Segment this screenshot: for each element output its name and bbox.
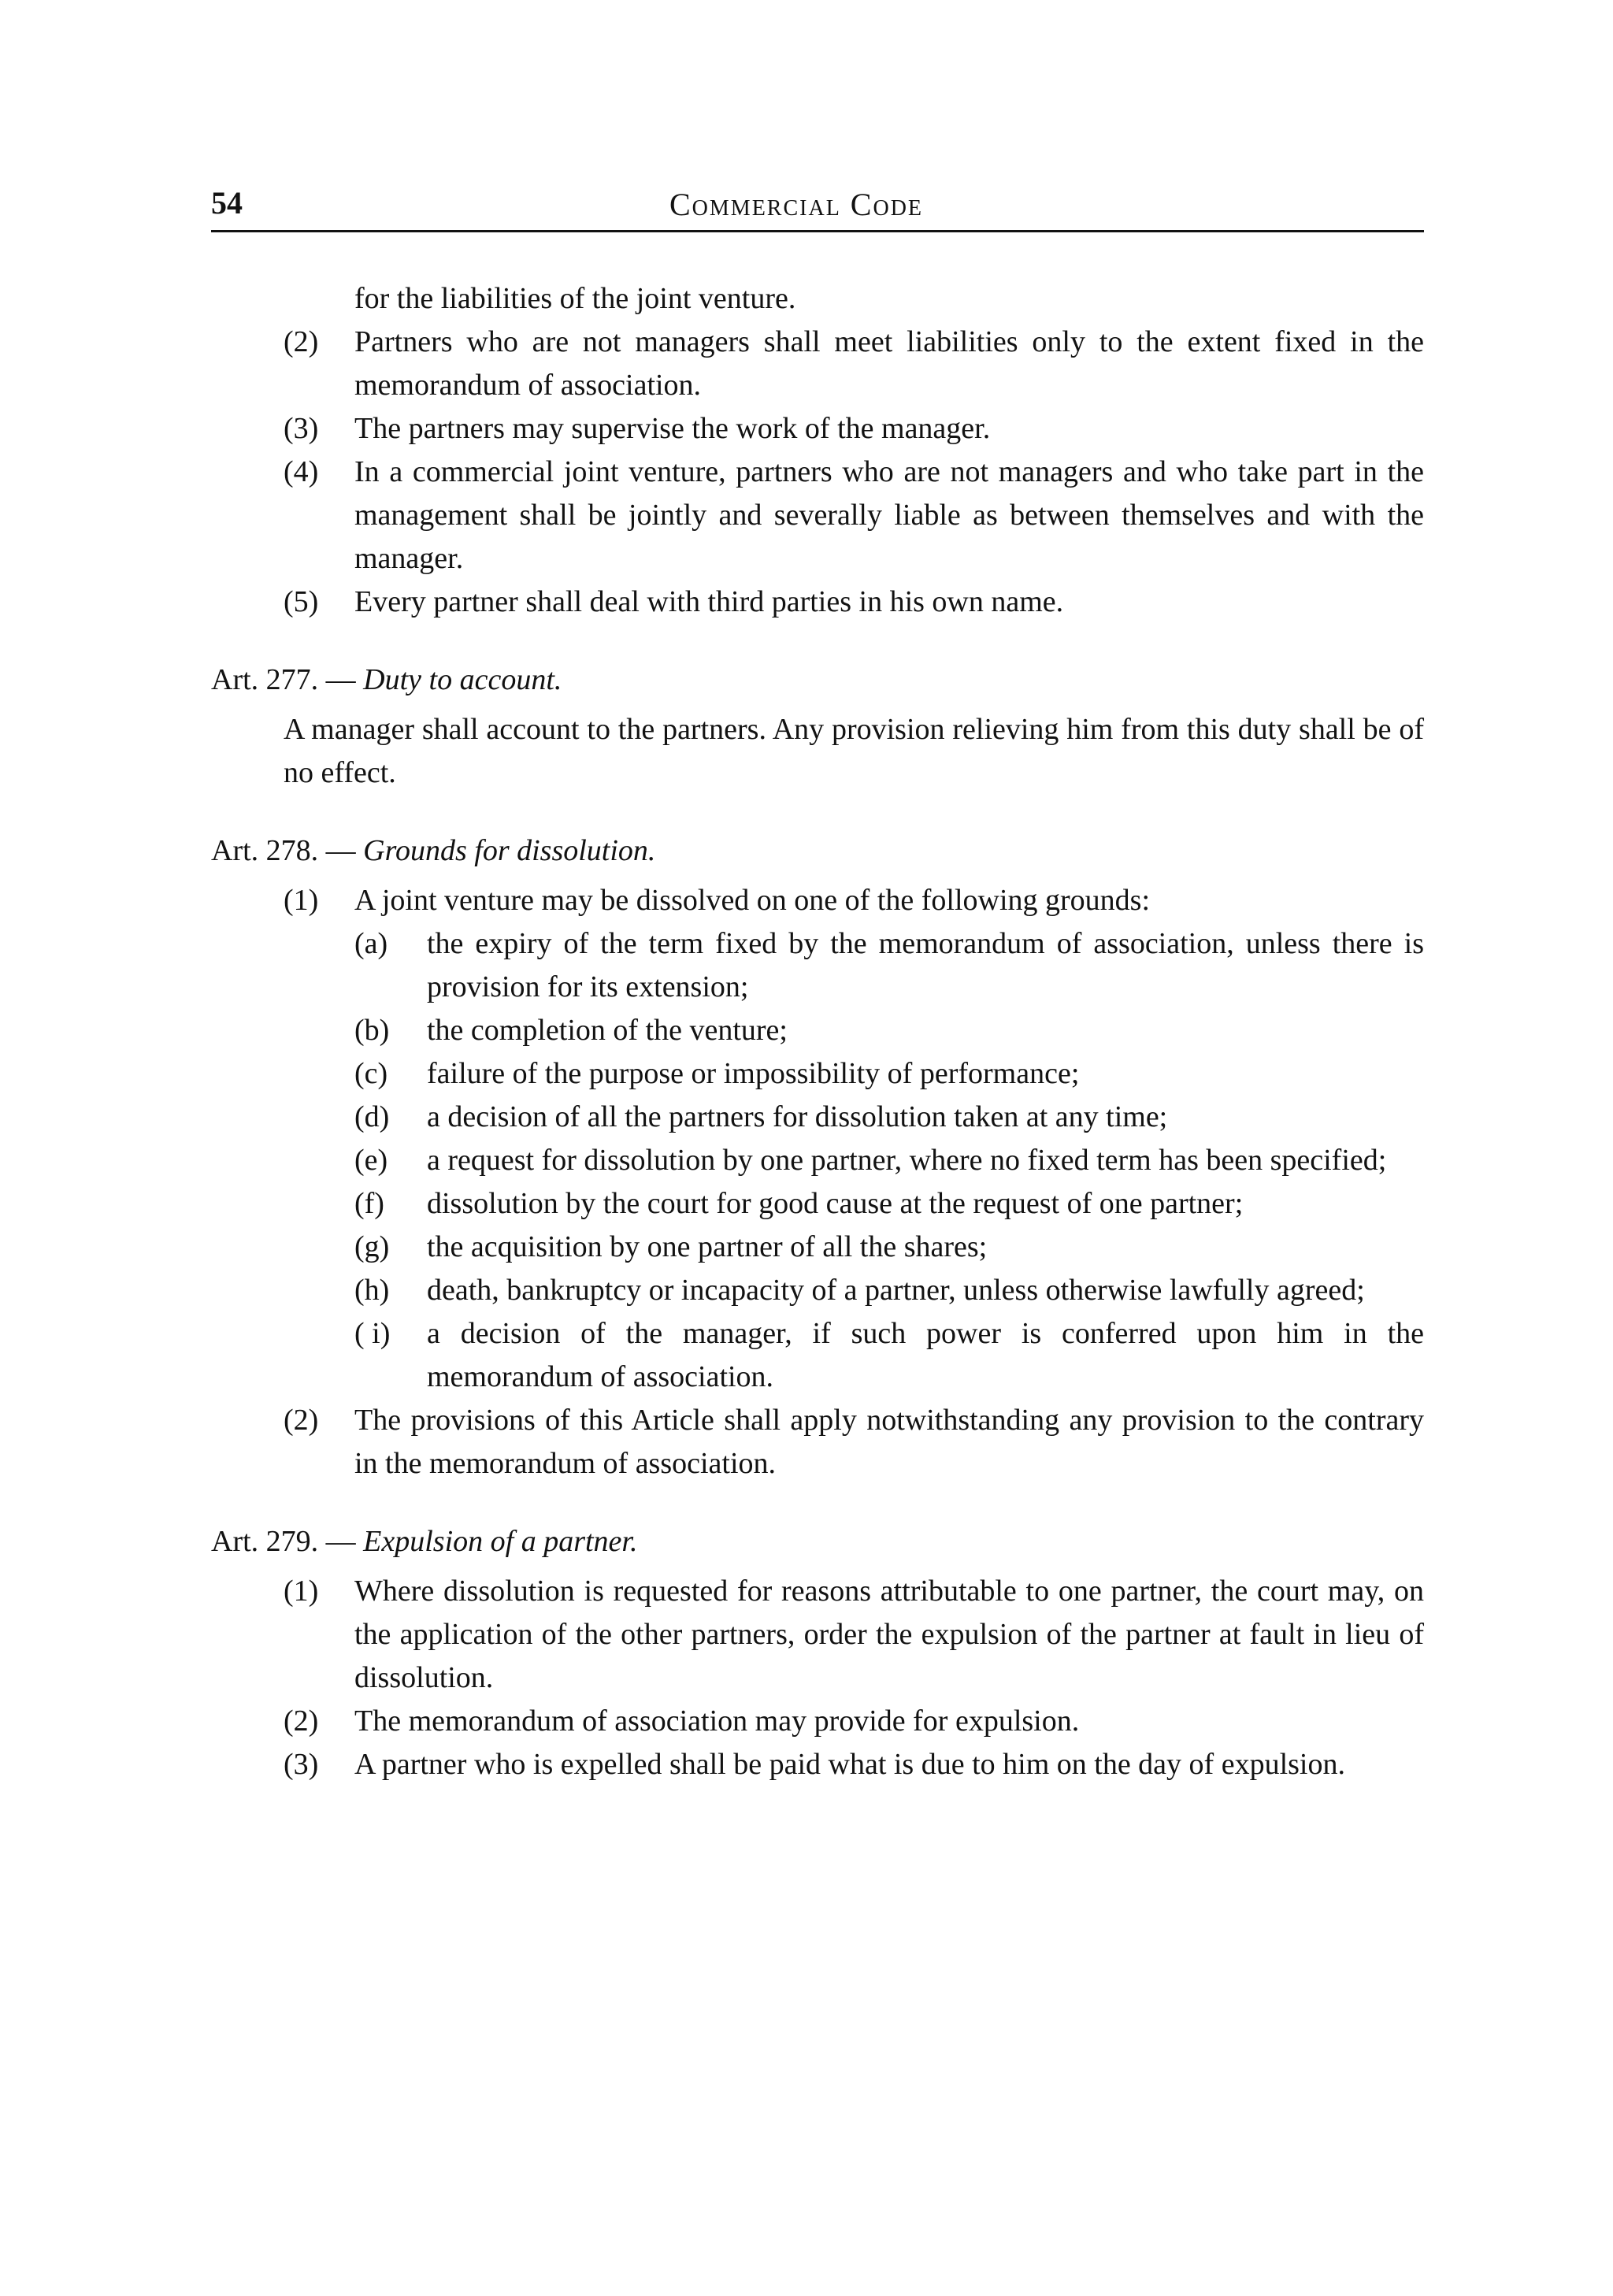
paragraph-text: A joint venture may be dissolved on one of the following grounds: (354, 884, 1151, 917)
article-heading (211, 829, 1424, 873)
paragraph (211, 321, 1424, 407)
paragraph-number: (2) (284, 1704, 319, 1738)
article-paragraphs (211, 879, 1424, 1486)
article-title: Grounds for dissolution. (363, 834, 656, 867)
ground-text: death, bankruptcy or incapacity of a partner, unless otherwise lawfully agreed; (427, 1274, 1365, 1307)
article-title: Duty to account. (363, 663, 562, 696)
article-dash: — (325, 663, 356, 696)
article-276-continuation (211, 277, 1424, 624)
ground-text: dissolution by the court for good cause at the request of one partner; (427, 1187, 1244, 1220)
ground-letter: (b) (354, 1014, 390, 1047)
page-content (211, 277, 1424, 1786)
ground-item (211, 922, 1424, 1009)
paragraph-number: (1) (284, 884, 319, 917)
ground-text: a request for dissolution by one partner, where no fixed term has been specified; (427, 1144, 1387, 1177)
paragraph-text: The memorandum of association may provide for expulsion. (354, 1704, 1080, 1738)
paragraph (211, 1743, 1424, 1786)
ground-list (211, 922, 1424, 1399)
ground-text: a decision of the manager, if such power is conferred upon him in the memorandum of association. (427, 1317, 1424, 1393)
paragraph (211, 879, 1424, 922)
ground-item (211, 1269, 1424, 1312)
article-277 (211, 658, 1424, 795)
paragraph-number: (2) (284, 1404, 319, 1437)
paragraph (211, 1570, 1424, 1700)
page-header (211, 187, 1424, 235)
paragraph-number: (1) (284, 1575, 319, 1608)
paragraph (211, 451, 1424, 580)
paragraph (211, 580, 1424, 624)
paragraph-text: The partners may supervise the work of the manager. (354, 412, 991, 445)
ground-item (211, 1226, 1424, 1269)
article-number: Art. 278. (211, 834, 319, 867)
paragraph-number: (3) (284, 1748, 319, 1781)
ground-text: a decision of all the partners for dissolution taken at any time; (427, 1100, 1168, 1133)
continuation-text: for the liabilities of the joint venture. (354, 282, 796, 315)
ground-letter: (c) (354, 1057, 388, 1090)
paragraph (211, 407, 1424, 451)
running-title: Commercial Code (669, 187, 924, 222)
ground-item (211, 1182, 1424, 1226)
paragraph (211, 1700, 1424, 1743)
ground-letter: (e) (354, 1144, 388, 1177)
paragraph (211, 1399, 1424, 1486)
article-dash: — (325, 834, 356, 867)
paragraph-text: The provisions of this Article shall apply notwithstanding any provision to the contrary in the memorandum of association. (354, 1404, 1424, 1480)
article-paragraphs (211, 1570, 1424, 1786)
page-number: 54 (211, 185, 243, 221)
article-number: Art. 277. (211, 663, 319, 696)
ground-letter: (h) (354, 1274, 390, 1307)
article-number: Art. 279. (211, 1525, 319, 1558)
ground-item (211, 1139, 1424, 1182)
ground-text: the completion of the venture; (427, 1014, 788, 1047)
article-title: Expulsion of a partner. (363, 1525, 638, 1558)
paragraph-number: (4) (284, 455, 319, 488)
article-dash: — (325, 1525, 356, 1558)
ground-letter: (d) (354, 1100, 390, 1133)
ground-text: the expiry of the term fixed by the memorandum of association, unless there is provision for its extension; (427, 927, 1424, 1003)
ground-text: failure of the purpose or impossibility of performance; (427, 1057, 1080, 1090)
paragraph-number: (2) (284, 325, 319, 358)
paragraph-text: A partner who is expelled shall be paid what is due to him on the day of expulsion. (354, 1748, 1345, 1781)
article-heading (211, 1520, 1424, 1563)
ground-text: the acquisition by one partner of all the shares; (427, 1230, 988, 1263)
paragraph-text: Where dissolution is requested for reasons attributable to one partner, the court may, on the application of the other partners, order the expulsion of the partner at fault in lieu of dissolution. (354, 1575, 1424, 1694)
ground-letter: (g) (354, 1230, 390, 1263)
ground-letter: (a) (354, 927, 388, 960)
header-rule (211, 230, 1424, 232)
paragraph-text: Every partner shall deal with third parties in his own name. (354, 585, 1064, 618)
ground-item (211, 1052, 1424, 1096)
article-heading (211, 658, 1424, 702)
ground-item (211, 1312, 1424, 1399)
paragraph-text: Partners who are not managers shall meet liabilities only to the extent fixed in the memorandum of association. (354, 325, 1424, 402)
ground-letter: (f) (354, 1187, 384, 1220)
article-278 (211, 829, 1424, 1486)
paragraph-number: (3) (284, 412, 319, 445)
ground-letter: ( i) (354, 1317, 391, 1350)
paragraph-number: (5) (284, 585, 319, 618)
article-body: A manager shall account to the partners. Any provision relieving him from this duty shall be of no effect. (284, 713, 1424, 789)
paragraph-text: In a commercial joint venture, partners who are not managers and who take part in the management shall be jointly and severally liable as between themselves and with the manager. (354, 455, 1424, 575)
ground-item (211, 1096, 1424, 1139)
ground-item (211, 1009, 1424, 1052)
article-279 (211, 1520, 1424, 1786)
